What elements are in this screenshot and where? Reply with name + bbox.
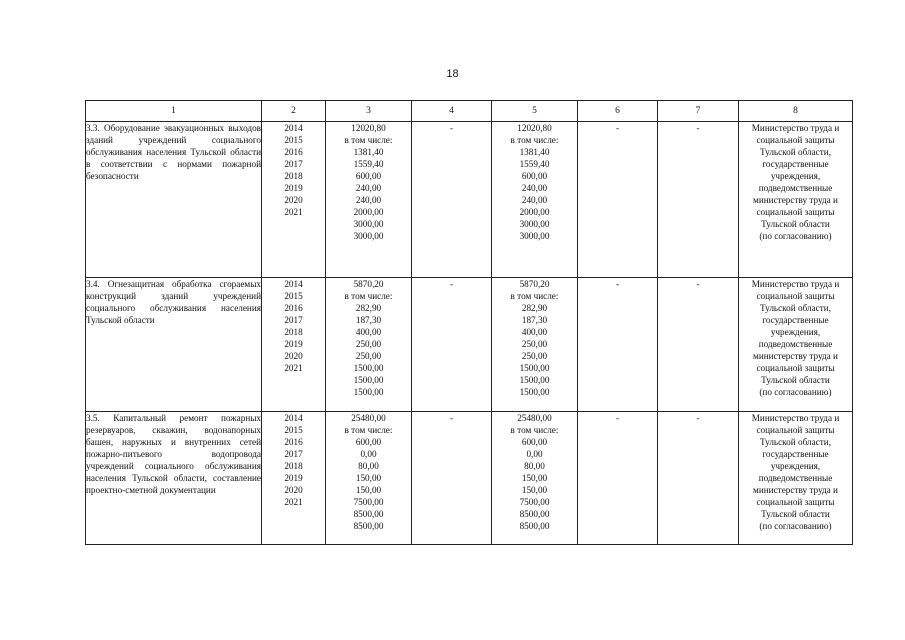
org-line: учреждения, xyxy=(770,171,821,181)
col4-value: - xyxy=(412,412,492,545)
org-line: Тульской области xyxy=(761,375,830,385)
column-header: 3 xyxy=(326,101,412,122)
amount: 3000,00 xyxy=(353,231,384,241)
year: 2019 xyxy=(284,473,303,483)
org-line: (по согласованию) xyxy=(759,231,832,241)
year: 2021 xyxy=(284,497,303,507)
org-line: социальной защиты xyxy=(756,425,835,435)
col7-value: - xyxy=(658,412,739,545)
year: 2016 xyxy=(284,303,303,313)
org-line: государственные xyxy=(762,315,829,325)
year: 2015 xyxy=(284,135,303,145)
table-row xyxy=(86,412,853,545)
amount: 8500,00 xyxy=(353,521,384,531)
amount: 600,00 xyxy=(521,437,548,447)
total-amounts-cell xyxy=(326,122,412,278)
total-amounts-cell xyxy=(326,412,412,545)
year: 2018 xyxy=(284,171,303,181)
amount: 150,00 xyxy=(521,473,548,483)
org-line: министерству труда и xyxy=(753,485,838,495)
program-table xyxy=(85,100,853,545)
amount: 25480,00 xyxy=(517,413,552,423)
amount: 250,00 xyxy=(521,339,548,349)
org-line: министерству труда и xyxy=(753,351,838,361)
amount: 240,00 xyxy=(521,183,548,193)
year: 2019 xyxy=(284,183,303,193)
amount: 7500,00 xyxy=(353,497,384,507)
col5-amounts-cell xyxy=(492,278,578,412)
year: 2018 xyxy=(284,461,303,471)
amount: 250,00 xyxy=(521,351,548,361)
org-line: государственные xyxy=(762,449,829,459)
amount: 0,00 xyxy=(526,449,543,459)
years-cell xyxy=(262,412,326,545)
org-line: Министерство труда и xyxy=(751,123,840,133)
org-line: социальной защиты xyxy=(756,497,835,507)
amount: 3000,00 xyxy=(519,219,550,229)
responsible-organization xyxy=(739,122,853,278)
org-line: подведомственные xyxy=(758,339,833,349)
amount: 240,00 xyxy=(355,183,382,193)
amount: 8500,00 xyxy=(519,509,550,519)
year: 2020 xyxy=(284,485,303,495)
table-header-row xyxy=(86,101,853,122)
year: 2014 xyxy=(284,279,303,289)
col5-amounts-cell xyxy=(492,122,578,278)
year: 2017 xyxy=(284,159,303,169)
years-cell xyxy=(262,122,326,278)
amount: 1500,00 xyxy=(353,363,384,373)
amount: 7500,00 xyxy=(519,497,550,507)
amount: 2000,00 xyxy=(353,207,384,217)
responsible-organization xyxy=(739,412,853,545)
years-cell xyxy=(262,278,326,412)
amount: 240,00 xyxy=(521,195,548,205)
amount: в том числе: xyxy=(510,135,559,145)
amount: 3000,00 xyxy=(519,231,550,241)
page-number: 18 xyxy=(446,68,459,80)
col6-value: - xyxy=(578,412,658,545)
amount: 1559,40 xyxy=(519,159,550,169)
amount: 1381,40 xyxy=(519,147,550,157)
amount: 25480,00 xyxy=(351,413,386,423)
amount: 8500,00 xyxy=(519,521,550,531)
year: 2016 xyxy=(284,147,303,157)
org-line: социальной защиты xyxy=(756,291,835,301)
amount: 400,00 xyxy=(355,327,382,337)
column-header: 1 xyxy=(86,101,262,122)
amount: 12020,80 xyxy=(351,123,386,133)
col6-value: - xyxy=(578,122,658,278)
org-line: подведомственные xyxy=(758,183,833,193)
amount: 1500,00 xyxy=(519,363,550,373)
amount: 600,00 xyxy=(521,171,548,181)
year: 2020 xyxy=(284,195,303,205)
amount: 187,30 xyxy=(355,315,382,325)
measure-description: 3.4. Огнезащитная обработка сгораемых конструкций зданий учреждений социального обслуживания населения Тульской области xyxy=(86,278,262,412)
year: 2014 xyxy=(284,413,303,423)
year: 2019 xyxy=(284,339,303,349)
amount: 282,90 xyxy=(521,303,548,313)
org-line: социальной защиты xyxy=(756,135,835,145)
total-amounts-cell xyxy=(326,278,412,412)
amount: 5870,20 xyxy=(353,279,384,289)
year: 2015 xyxy=(284,425,303,435)
amount: 1500,00 xyxy=(353,375,384,385)
col4-value: - xyxy=(412,278,492,412)
org-line: Министерство труда и xyxy=(751,279,840,289)
column-header: 5 xyxy=(492,101,578,122)
amount: 1500,00 xyxy=(519,375,550,385)
measure-description: 3.3. Оборудование эвакуационных выходов зданий учреждений социального обслуживания населения Тульской области в соответствии с нормами пожарной безопасности xyxy=(86,122,262,278)
amount: 150,00 xyxy=(521,485,548,495)
amount: 2000,00 xyxy=(519,207,550,217)
org-line: Тульской области xyxy=(761,509,830,519)
table-row xyxy=(86,278,853,412)
amount: 1559,40 xyxy=(353,159,384,169)
amount: 1500,00 xyxy=(353,387,384,397)
amount: в том числе: xyxy=(510,425,559,435)
col5-amounts-cell xyxy=(492,412,578,545)
amount: 250,00 xyxy=(355,351,382,361)
amount: 150,00 xyxy=(355,473,382,483)
amount: 80,00 xyxy=(524,461,545,471)
col7-value: - xyxy=(658,122,739,278)
column-header: 4 xyxy=(412,101,492,122)
col6-value: - xyxy=(578,278,658,412)
org-line: Министерство труда и xyxy=(751,413,840,423)
org-line: (по согласованию) xyxy=(759,387,832,397)
amount: в том числе: xyxy=(344,291,393,301)
year: 2016 xyxy=(284,437,303,447)
amount: 8500,00 xyxy=(353,509,384,519)
column-header: 7 xyxy=(658,101,739,122)
amount: 1381,40 xyxy=(353,147,384,157)
responsible-organization xyxy=(739,278,853,412)
org-line: государственные xyxy=(762,159,829,169)
org-line: социальной защиты xyxy=(756,363,835,373)
year: 2018 xyxy=(284,327,303,337)
amount: 400,00 xyxy=(521,327,548,337)
table-row xyxy=(86,122,853,278)
org-line: Тульской области, xyxy=(759,147,831,157)
column-header: 2 xyxy=(262,101,326,122)
col4-value: - xyxy=(412,122,492,278)
year: 2020 xyxy=(284,351,303,361)
year: 2015 xyxy=(284,291,303,301)
year: 2017 xyxy=(284,449,303,459)
amount: в том числе: xyxy=(344,135,393,145)
org-line: Тульской области, xyxy=(759,303,831,313)
column-header: 8 xyxy=(739,101,853,122)
org-line: (по согласованию) xyxy=(759,521,832,531)
amount: 187,30 xyxy=(521,315,548,325)
amount: 1500,00 xyxy=(519,387,550,397)
year: 2017 xyxy=(284,315,303,325)
amount: 0,00 xyxy=(360,449,377,459)
amount: 282,90 xyxy=(355,303,382,313)
column-header: 6 xyxy=(578,101,658,122)
amount: 12020,80 xyxy=(517,123,552,133)
year: 2021 xyxy=(284,207,303,217)
org-line: министерству труда и xyxy=(753,195,838,205)
amount: 240,00 xyxy=(355,195,382,205)
amount: 3000,00 xyxy=(353,219,384,229)
amount: в том числе: xyxy=(510,291,559,301)
org-line: подведомственные xyxy=(758,473,833,483)
col7-value: - xyxy=(658,278,739,412)
amount: в том числе: xyxy=(344,425,393,435)
year: 2021 xyxy=(284,363,303,373)
measure-description: 3.5. Капитальный ремонт пожарных резервуаров, скважин, водонапорных башен, наружных и внутренних сетей пожарно-питьевого водопровода учреждений социального обслуживания населения Тульской области, составление проектно-сметной документации xyxy=(86,412,262,545)
amount: 250,00 xyxy=(355,339,382,349)
amount: 80,00 xyxy=(358,461,379,471)
amount: 150,00 xyxy=(355,485,382,495)
amount: 600,00 xyxy=(355,171,382,181)
org-line: Тульской области xyxy=(761,219,830,229)
org-line: Тульской области, xyxy=(759,437,831,447)
amount: 5870,20 xyxy=(519,279,550,289)
year: 2014 xyxy=(284,123,303,133)
org-line: учреждения, xyxy=(770,461,821,471)
org-line: учреждения, xyxy=(770,327,821,337)
amount: 600,00 xyxy=(355,437,382,447)
org-line: социальной защиты xyxy=(756,207,835,217)
